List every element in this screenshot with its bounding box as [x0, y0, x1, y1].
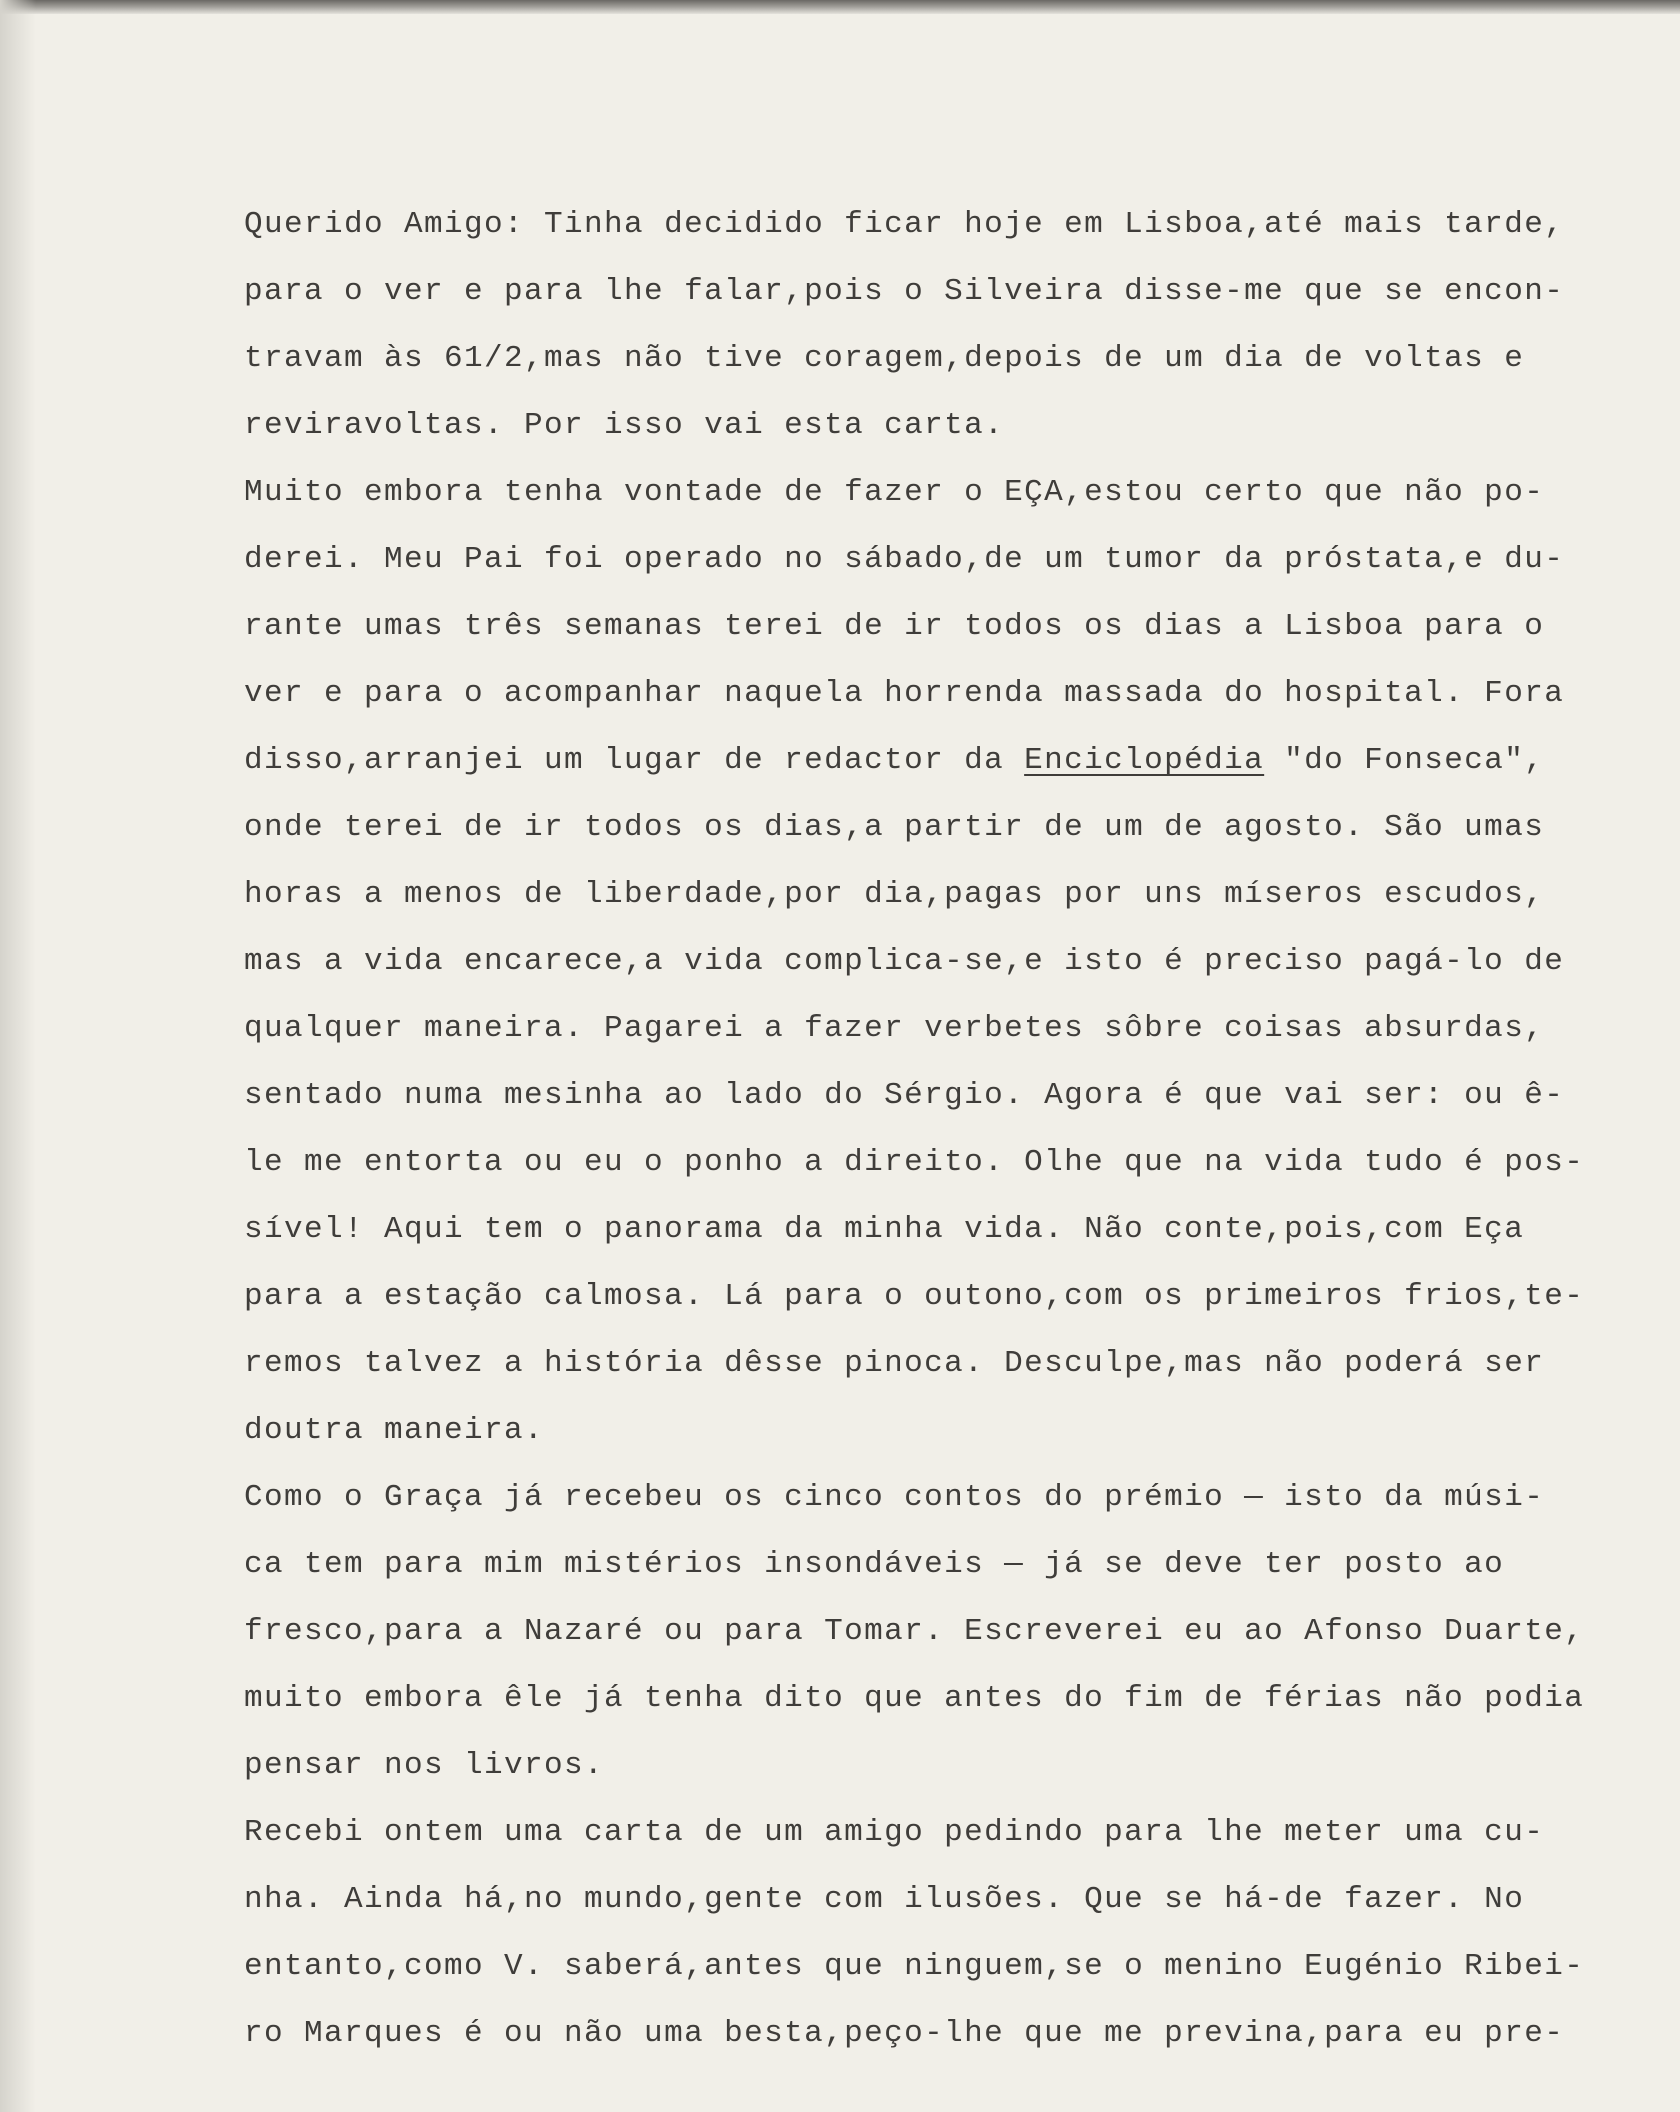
- letter-line-12: mas a vida encarece,a vida complica-se,e isto é preciso pagá-lo de: [244, 944, 1565, 979]
- letter-line-11: horas a menos de liberdade,por dia,pagas por uns míseros escudos,: [244, 877, 1545, 912]
- letter-line-20: Como o Graça já recebeu os cinco contos do prémio — isto da músi-: [244, 1480, 1545, 1515]
- letter-line-6: derei. Meu Pai foi operado no sábado,de um tumor da próstata,e du-: [244, 542, 1565, 577]
- letter-line-26: nha. Ainda há,no mundo,gente com ilusões. Que se há-de fazer. No: [244, 1882, 1525, 1917]
- letter-line-3: travam às 61/2,mas não tive coragem,depois de um dia de voltas e: [244, 341, 1525, 376]
- letter-line-25: Recebi ontem uma carta de um amigo pedindo para lhe meter uma cu-: [244, 1815, 1545, 1850]
- letter-line-7: rante umas três semanas terei de ir todos os dias a Lisboa para o: [244, 609, 1545, 644]
- letter-line-4: reviravoltas. Por isso vai esta carta.: [244, 408, 1005, 443]
- letter-line-27: entanto,como V. saberá,antes que ninguem,se o menino Eugénio Ribei-: [244, 1949, 1585, 1984]
- letter-line-5: Muito embora tenha vontade de fazer o EÇA,estou certo que não po-: [244, 475, 1545, 510]
- scan-left-shadow: [0, 0, 36, 2112]
- letter-line-10: onde terei de ir todos os dias,a partir de um de agosto. São umas: [244, 810, 1545, 845]
- letter-line-1: Querido Amigo: Tinha decidido ficar hoje em Lisboa,até mais tarde,: [244, 207, 1565, 242]
- letter-line-22: fresco,para a Nazaré ou para Tomar. Escreverei eu ao Afonso Duarte,: [244, 1614, 1585, 1649]
- underlined-encyclopedia: Enciclopédia: [1024, 743, 1265, 778]
- letter-line-28: ro Marques é ou não uma besta,peço-lhe que me previna,para eu pre-: [244, 2016, 1565, 2051]
- letter-line-21: ca tem para mim mistérios insondáveis — já se deve ter posto ao: [244, 1547, 1505, 1582]
- letter-line-9-start: disso,arranjei um lugar de redactor da: [244, 743, 1025, 778]
- letter-line-8: ver e para o acompanhar naquela horrenda massada do hospital. Fora: [244, 676, 1565, 711]
- scan-top-edge: [0, 0, 1680, 14]
- letter-line-18: remos talvez a história dêsse pinoca. Desculpe,mas não poderá ser: [244, 1346, 1545, 1381]
- letter-line-24: pensar nos livros.: [244, 1748, 605, 1783]
- letter-line-23: muito embora êle já tenha dito que antes do fim de férias não podia: [244, 1681, 1585, 1716]
- letter-line-9: [244, 741, 1544, 781]
- letter-line-9-end: "do Fonseca",: [1264, 743, 1545, 778]
- letter-line-16: sível! Aqui tem o panorama da minha vida. Não conte,pois,com Eça: [244, 1212, 1525, 1247]
- letter-line-13: qualquer maneira. Pagarei a fazer verbetes sôbre coisas absurdas,: [244, 1011, 1545, 1046]
- letter-line-17: para a estação calmosa. Lá para o outono,com os primeiros frios,te-: [244, 1279, 1585, 1314]
- letter-line-15: le me entorta ou eu o ponho a direito. Olhe que na vida tudo é pos-: [244, 1145, 1585, 1180]
- letter-line-19: doutra maneira.: [244, 1413, 545, 1448]
- letter-line-2: para o ver e para lhe falar,pois o Silveira disse-me que se encon-: [244, 274, 1565, 309]
- letter-line-14: sentado numa mesinha ao lado do Sérgio. Agora é que vai ser: ou ê-: [244, 1078, 1565, 1113]
